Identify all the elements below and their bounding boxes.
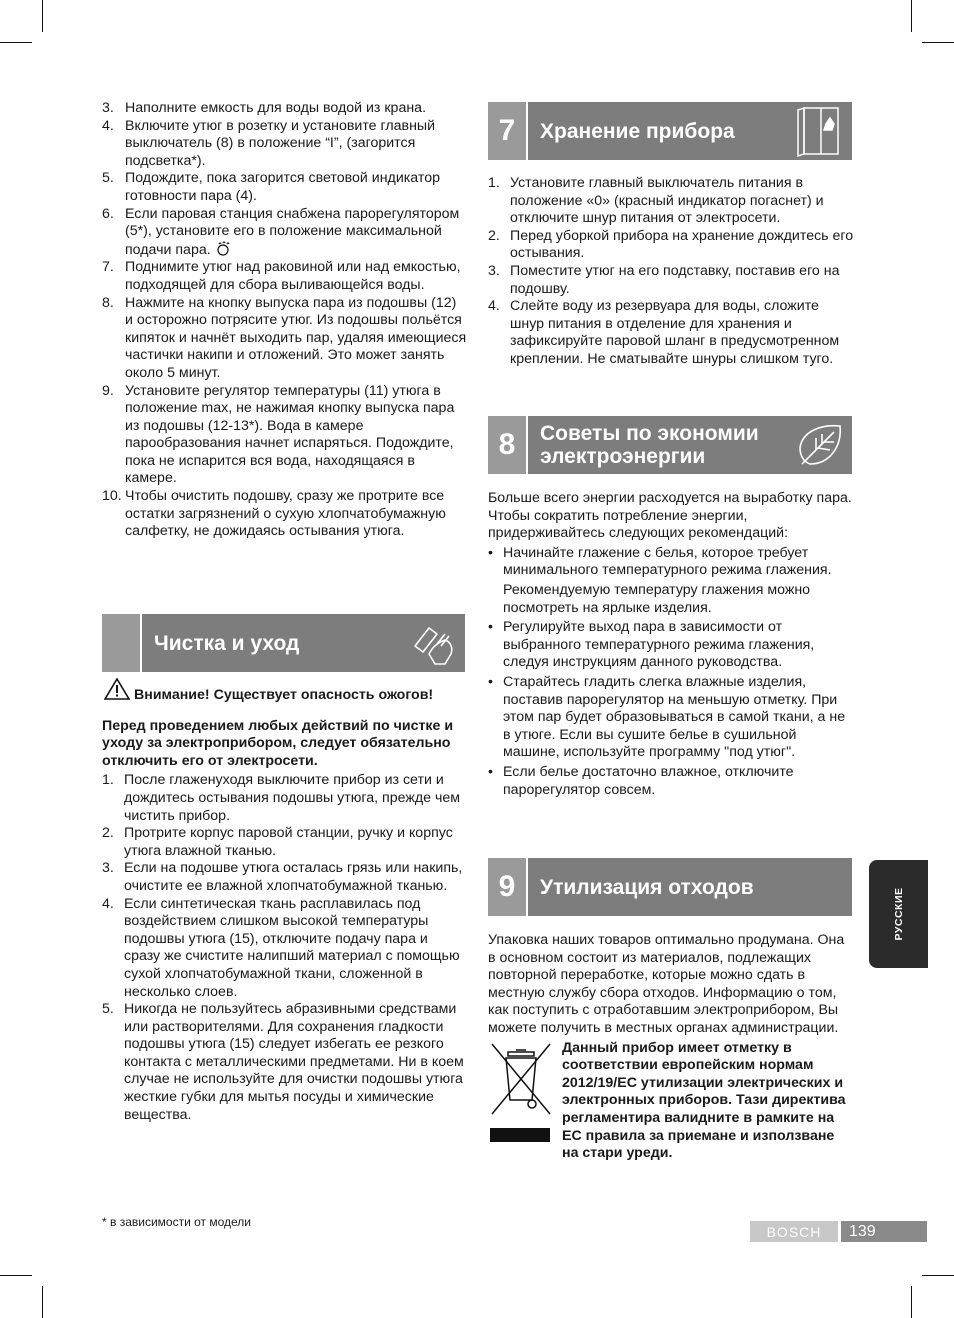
list-item-number: 7. <box>102 259 114 276</box>
weee-bar <box>490 1128 550 1142</box>
language-tab-label: РУССКИЕ <box>892 887 905 941</box>
list-item-text: Никогда не пользуйтесь абразивными средствами или растворителями. Для сохранения гладкости подошвы утюга (15) следует избегать ее резкого контакта с металлическими предметами. Ни в коем случае не используйте для очистки подошвы утюга жесткие губки для мытья посуды и химические вещества. <box>124 1001 464 1123</box>
max-steam-icon <box>215 241 231 257</box>
list-item-number: 2. <box>102 825 114 842</box>
bullet-item <box>488 545 854 617</box>
list-item-text: Включите утюг в розетку и установите главный выключатель (8) в положение “I”, (загорится подсветка*). <box>125 117 436 169</box>
bullet-item <box>488 674 854 762</box>
weee-symbol <box>488 1040 560 1150</box>
list-item <box>102 825 467 860</box>
list-item <box>102 772 467 825</box>
cleaning-section-header <box>102 614 465 672</box>
list-item-number: 10. <box>102 488 122 505</box>
list-item-number: 3. <box>488 262 500 279</box>
crop-mark <box>911 0 912 32</box>
list-item-number: 1. <box>102 772 114 789</box>
list-item-text: Установите главный выключатель питания в положение «0» (красный индикатор погаснет) и отключите шнур питания от электросети. <box>510 175 824 227</box>
language-tab <box>869 860 928 968</box>
warning-icon <box>104 678 130 700</box>
list-item <box>102 118 467 171</box>
list-item-text: Подождите, пока загорится световой индикатор готовности пара (4). <box>125 170 440 204</box>
crossed-bin-icon <box>488 1042 554 1118</box>
list-item-text: Поднимите утюг над раковиной или над емкостью, подходящей для сбора выливающейся воды. <box>125 259 461 293</box>
list-item-number: 9. <box>102 382 114 399</box>
bullet-dot: • <box>488 673 493 690</box>
bullet-item <box>488 619 854 672</box>
list-item <box>488 298 854 368</box>
weee-text: Данный прибор имеет отметку в соответствии европейским нормам 2012/19/ЕС утилизации электрических и электронных приборов. Тази директива регламентира валидните в рамките на ЕС правила за приемане и използване на стари уреди. <box>562 1039 846 1162</box>
bullet-dot: • <box>488 619 493 636</box>
cleaning-bold-paragraph: Перед проведением любых действий по чистке и уходу за электроприбором, следует обязательно отключить его от электросети. <box>102 717 454 769</box>
footnote: * в зависимости от модели <box>102 1215 252 1229</box>
cleaning-title-bar <box>142 614 465 672</box>
bullet-dot: • <box>488 763 493 780</box>
section-number: 9 <box>488 858 526 916</box>
list-item <box>488 175 854 228</box>
crop-mark <box>922 42 954 43</box>
list-item-text: Наполните емкость для воды водой из крана. <box>125 100 427 116</box>
list-item <box>102 295 467 383</box>
list-item <box>102 488 467 541</box>
list-item <box>102 100 467 118</box>
bullet-text: Регулируйте выход пара в зависимости от выбранного температурного режима глажения, следуя инструкциям данного руководства. <box>503 619 815 671</box>
section-number: 7 <box>488 102 526 160</box>
bullet-extra-text: Рекомендуемую температуру глажения можно посмотреть на ярлыке изделия. <box>503 581 811 616</box>
crop-mark <box>42 0 43 32</box>
cleaning-title: Чистка и уход <box>154 631 300 655</box>
page-number: 139 <box>841 1221 927 1242</box>
list-item <box>102 896 467 1002</box>
list-item-text: Установите регулятор температуры (11) утюга в положение max, не нажимая кнопку выпуска пара из подошвы (12-13*). Вода в камере парообразования начнет испаряться. Подождите, пока не испарится вся вода, находящаяся в камере. <box>125 382 455 487</box>
list-item <box>102 206 467 260</box>
crop-mark <box>911 1286 912 1318</box>
list-item <box>488 263 854 298</box>
list-item-number: 4. <box>102 117 114 134</box>
hand-wipe-icon <box>407 616 461 670</box>
disposal-title-bar <box>528 858 852 916</box>
crop-mark <box>0 42 32 43</box>
list-item-number: 4. <box>488 298 500 315</box>
storage-section-header <box>488 102 852 160</box>
warning-block <box>102 680 467 705</box>
list-item-text: Нажмите на кнопку выпуска пара из подошвы (12) и осторожно потрясите утюг. Из подошвы польётся кипяток и начнёт выходить пар, удаляя имеющиеся частички накипи и отложений. Это может занять около 5 минут. <box>125 294 467 381</box>
section-lead-block <box>102 614 140 672</box>
list-item-number: 6. <box>102 205 114 222</box>
bullet-text: Начинайте глажение с белья, которое требует минимального температурного режима глажения. <box>503 544 832 579</box>
list-item-number: 3. <box>102 100 114 116</box>
list-item-text: Слейте воду из резервуара для воды, сложите шнур питания в отделение для хранения и зафиксируйте паровой шланг в предусмотренном креплении. Не сматывайте шнуры слишком туго. <box>510 298 840 367</box>
bullet-text: Если белье достаточно влажное, отключите парорегулятор совсем. <box>503 763 794 798</box>
footer-brand: BOSCH <box>750 1221 838 1242</box>
disposal-section-header <box>488 858 852 916</box>
energy-title-line2: электроэнергии <box>540 445 706 468</box>
bullet-item <box>488 764 854 799</box>
energy-section-header <box>488 416 852 474</box>
storage-list <box>488 175 854 369</box>
list-item-number: 4. <box>102 895 114 912</box>
list-item <box>102 383 467 489</box>
crop-mark <box>0 1275 32 1276</box>
cleaning-body <box>102 680 467 1124</box>
disposal-body <box>488 932 854 1163</box>
list-item-number: 5. <box>102 1001 114 1018</box>
weee-block <box>488 1040 854 1163</box>
list-item-text: После глаженуходя выключите прибор из сети и дождитесь остывания подошвы утюга, прежде чем чистить прибор. <box>124 772 460 824</box>
list-item-text: Если на подошве утюга осталась грязь или накипь, очистите ее влажной хлопчатобумажной тканью. <box>124 860 463 894</box>
list-item-text: Чтобы очистить подошву, сразу же протрите все остатки загрязнений о сухую хлопчатобумажную салфетку, не дожидаясь остывания утюга. <box>125 488 446 540</box>
section-number: 8 <box>488 416 526 474</box>
left-steps-list <box>102 100 467 541</box>
bullet-dot: • <box>488 544 493 561</box>
list-item <box>102 1001 467 1124</box>
leaf-icon <box>794 418 848 472</box>
warning-text: Внимание! Существует опасность ожогов! <box>134 687 434 703</box>
energy-intro: Больше всего энергии расходуется на выработку пара. Чтобы сократить потребление энергии, придерживайтесь следующих рекомендаций: <box>488 490 852 542</box>
energy-body <box>488 490 854 799</box>
crop-mark <box>42 1286 43 1318</box>
list-item <box>488 228 854 263</box>
disposal-intro: Упаковка наших товаров оптимально продумана. Она в основном состоит из материалов, подлежащих повторной переработке, которые можно сдать в местную службу сбора отходов. Информацию о том, как поступить с отработавшим электроприбором, Вы можете получить в местных органах администрации. <box>488 932 845 1036</box>
list-item-text: Поместите утюг на его подставку, поставив его на подошву. <box>510 262 840 297</box>
list-item-text: Протрите корпус паровой станции, ручку и корпус утюга влажной тканью. <box>124 825 453 859</box>
wardrobe-icon <box>794 104 848 158</box>
list-item-number: 8. <box>102 294 114 311</box>
list-item-text: Если синтетическая ткань расплавилась под воздействием слишком высокой температуры подошвы утюга (15), отключите подачу пара и сразу же счистите налипший материал с помощью сухой хлопчатобумажной ткани, сложенной в несколько слоев. <box>124 895 460 1000</box>
crop-mark <box>922 1275 954 1276</box>
storage-title-bar <box>528 102 852 160</box>
list-item-number: 5. <box>102 170 114 187</box>
list-item <box>102 259 467 294</box>
storage-title: Хранение прибора <box>540 119 735 143</box>
list-item-number: 3. <box>102 860 114 877</box>
list-item-text: Если паровая станция снабжена парорегулятором (5*), установите его в положение максимальной подачи пара. <box>125 205 460 258</box>
list-item-number: 1. <box>488 175 500 191</box>
list-item <box>102 170 467 205</box>
energy-title-bar <box>528 416 852 474</box>
list-item-text: Перед уборкой прибора на хранение дождитесь его остывания. <box>510 227 854 262</box>
energy-title-line1: Советы по экономии <box>540 422 759 445</box>
bullet-text: Старайтесь гладить слегка влажные изделия, поставив парорегулятор на меньшую отметку. При этом пар будет образовываться в самой ткани, а не в утюге. Если вы сушите белье в сушильной машине, используйте программу "под утюг". <box>503 673 846 761</box>
list-item <box>102 860 467 895</box>
disposal-title: Утилизация отходов <box>540 875 754 899</box>
list-item-number: 2. <box>488 227 500 244</box>
